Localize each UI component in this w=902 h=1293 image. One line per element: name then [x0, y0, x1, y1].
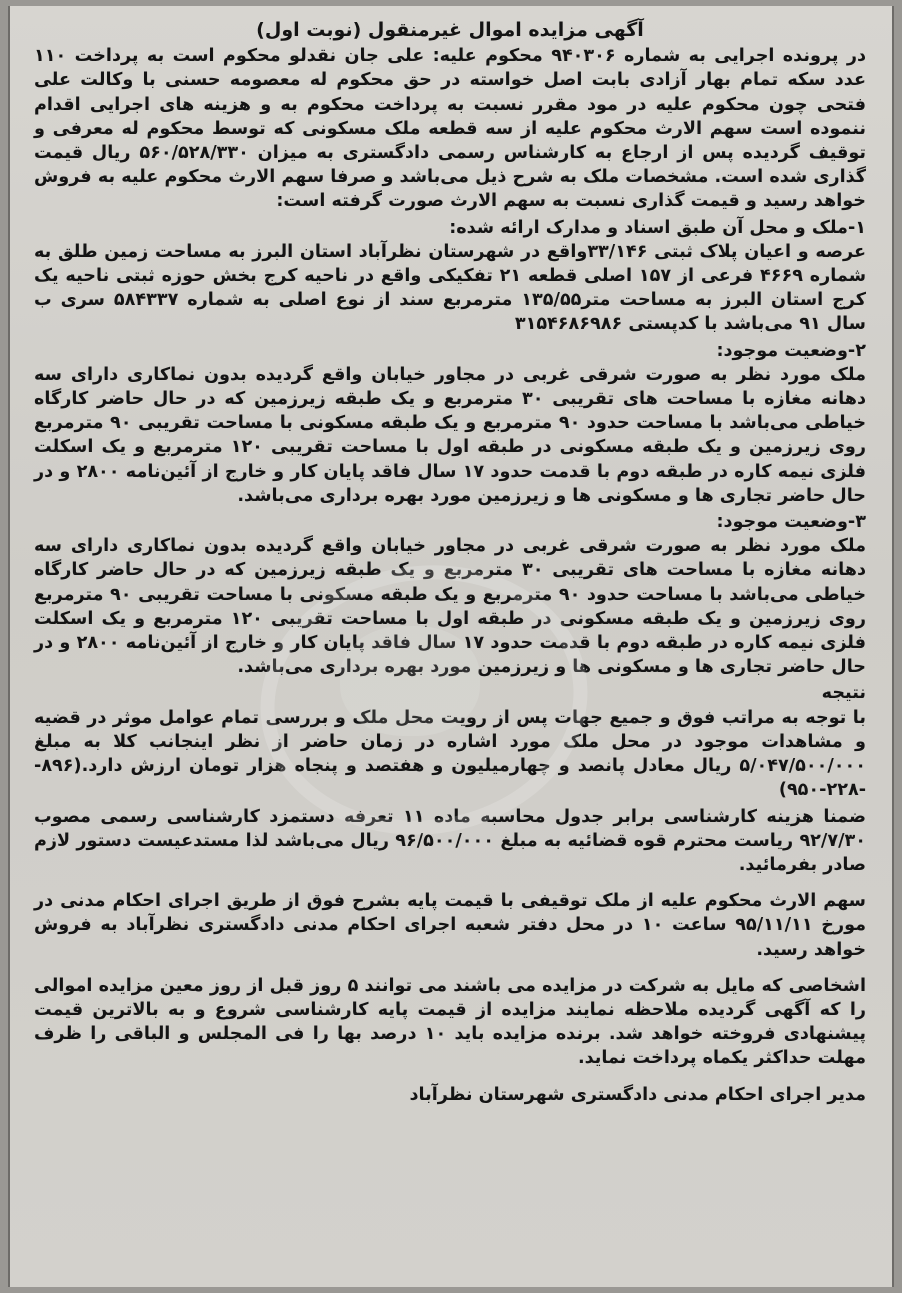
- section3-text: ملک مورد نظر به صورت شرقی غربی در مجاور خیابان واقع گردیده بدون نماکاری دارای سه دهانه مغازه با مساحت های تقریبی ۳۰ مترمربع و یک طبقه زیرزمین که در حال حاضر کارگاه خیاطی می‌باشد با مساحت حدود ۹۰ مترمربع و یک طبقه مسکونی با مساحت تقریبی ۹۰ مترمربع روی زیرزمین و یک طبقه مسکونی در طبقه اول با مساحت تقریبی ۱۲۰ مترمربع و یک اسکلت فلزی نیمه کاره در طبقه دوم با قدمت حدود ۱۷ سال فاقد پایان کار و خارج از آئین‌نامه ۲۸۰۰ و در حال حاضر تجاری ها و مسکونی ها و زیرزمین مورد بهره برداری می‌باشد.: [34, 536, 867, 678]
- result-heading: نتیجه: [821, 683, 866, 704]
- signature: مدیر اجرای احکام مدنی دادگستری شهرستان نظرآباد: [409, 1084, 866, 1105]
- section1-text: عرصه و اعیان پلاک ثبتی ۳۳/۱۴۶واقع در شهرستان نظرآباد استان البرز به مساحت زمین طلق به شماره ۴۶۶۹ فرعی از ۱۵۷ اصلی قطعه ۲۱ تفکیکی واقع در ناحیه کرج بخش حوزه ثبتی ناحیه یک کرج استان البرز به مساحت متر۱۳۵/۵۵ مترمربع سند از نوع اصلی به شماره ۵۸۴۳۳۷ سری ب سال ۹۱ می‌باشد با کدپستی ۳۱۵۴۶۸۶۹۸۶: [34, 241, 867, 335]
- fee-text: ضمنا هزینه کارشناسی برابر جدول محاسبه ماده ۱۱ تعرفه دستمزد کارشناسی رسمی مصوب ۹۲/۷/۳۰ ریاست محترم قوه قضائیه به مبلغ ۹۶/۵۰۰/۰۰۰ ریال می‌باشد لذا مستدعیست دستور لازم صادر بفرمائید.: [34, 806, 866, 875]
- participants-text: اشخاصی که مایل به شرکت در مزایده می باشند می توانند ۵ روز قبل از روز معین مزایده اموالی را که آگهی گردیده ملاحظه نمایند مزایده از قیمت پایه کارشناسی شروع و به بالاترین قیمت پیشنهادی فروخته خواهد شد. برنده مزایده باید ۱۰ درصد بها را فی المجلس و الباقی را ظرف مهلت حداکثر یکماه پرداخت نماید.: [34, 975, 866, 1069]
- section2-text: ملک مورد نظر به صورت شرقی غربی در مجاور خیابان واقع گردیده بدون نماکاری دارای سه دهانه مغازه با مساحت های تقریبی ۳۰ مترمربع و یک طبقه زیرزمین که در حال حاضر کارگاه خیاطی می‌باشد با مساحت حدود ۹۰ مترمربع و یک طبقه مسکونی با مساحت تقریبی ۹۰ مترمربع روی زیرزمین و یک طبقه مسکونی در طبقه اول با مساحت تقریبی ۱۲۰ مترمربع و یک اسکلت فلزی نیمه کاره در طبقه دوم با قدمت حدود ۱۷ سال فاقد پایان کار و خارج از آئین‌نامه ۲۸۰۰ و در حال حاضر تجاری ها و مسکونی ها و زیرزمین مورد بهره برداری می‌باشد.: [34, 364, 867, 506]
- newspaper-clipping: [8, 6, 894, 1287]
- auction-text: سهم الارث محکوم علیه از ملک توقیفی با قیمت پایه بشرح فوق از طریق اجرای احکام مدنی در مورخ ۹۵/۱۱/۱۱ ساعت ۱۰ در محل دفتر شعبه اجرای احکام مدنی دادگستری نظرآباد به فروش خواهد رسید.: [34, 891, 866, 960]
- notice-title: آگهی مزایده اموال غیرمنقول (نوبت اول): [256, 19, 644, 41]
- section2-heading: ۲-وضعیت موجود:: [716, 340, 866, 361]
- section3-heading: ۳-وضعیت موجود:: [716, 512, 866, 533]
- section1-heading: ۱-ملک و محل آن طبق اسناد و مدارک ارائه شده:: [449, 217, 866, 238]
- auction-notice: [10, 6, 892, 1107]
- result-text: با توجه به مراتب فوق و جمیع جهات پس از رویت محل ملک و بررسی تمام عوامل موثر در قضیه و مشاهدات موجود در محل ملک مورد اشاره در زمان حاضر از نظر اینجانب کلا به مبلغ ۵/۰۴۷/۵۰۰/۰۰۰ ریال معادل پانصد و چهارمیلیون و هفتصد و پنجاه هزار تومان ارزش دارد.(۸۹۶--۲۲۸-۹۵۰): [34, 707, 866, 801]
- notice-intro: در پرونده اجرایی به شماره ۹۴۰۳۰۶ محکوم علیه: علی جان نقدلو محکوم است به پرداخت ۱۱۰ عدد سکه تمام بهار آزادی بابت اصل خواسته در حق محکوم له معصومه حسنی با وکالت علی فتحی چون محکوم علیه در مود مقرر نسبت به پرداخت محکوم به و هزینه های اجرایی اقدام ننموده است سهم الارث محکوم علیه از سه قطعه ملک مسکونی که توسط محکوم له معرفی و توقیف گردیده پس از ارجاع به کارشناس رسمی دادگستری به میزان ۵۶۰/۵۲۸/۳۳۰ ریال قیمت گذاری شده است. مشخصات ملک به شرح ذیل می‌باشد و صرفا سهم الارث محکوم علیه به فروش خواهد رسید و قیمت گذاری نسبت به سهم الارث صورت گرفته است:: [34, 46, 866, 212]
